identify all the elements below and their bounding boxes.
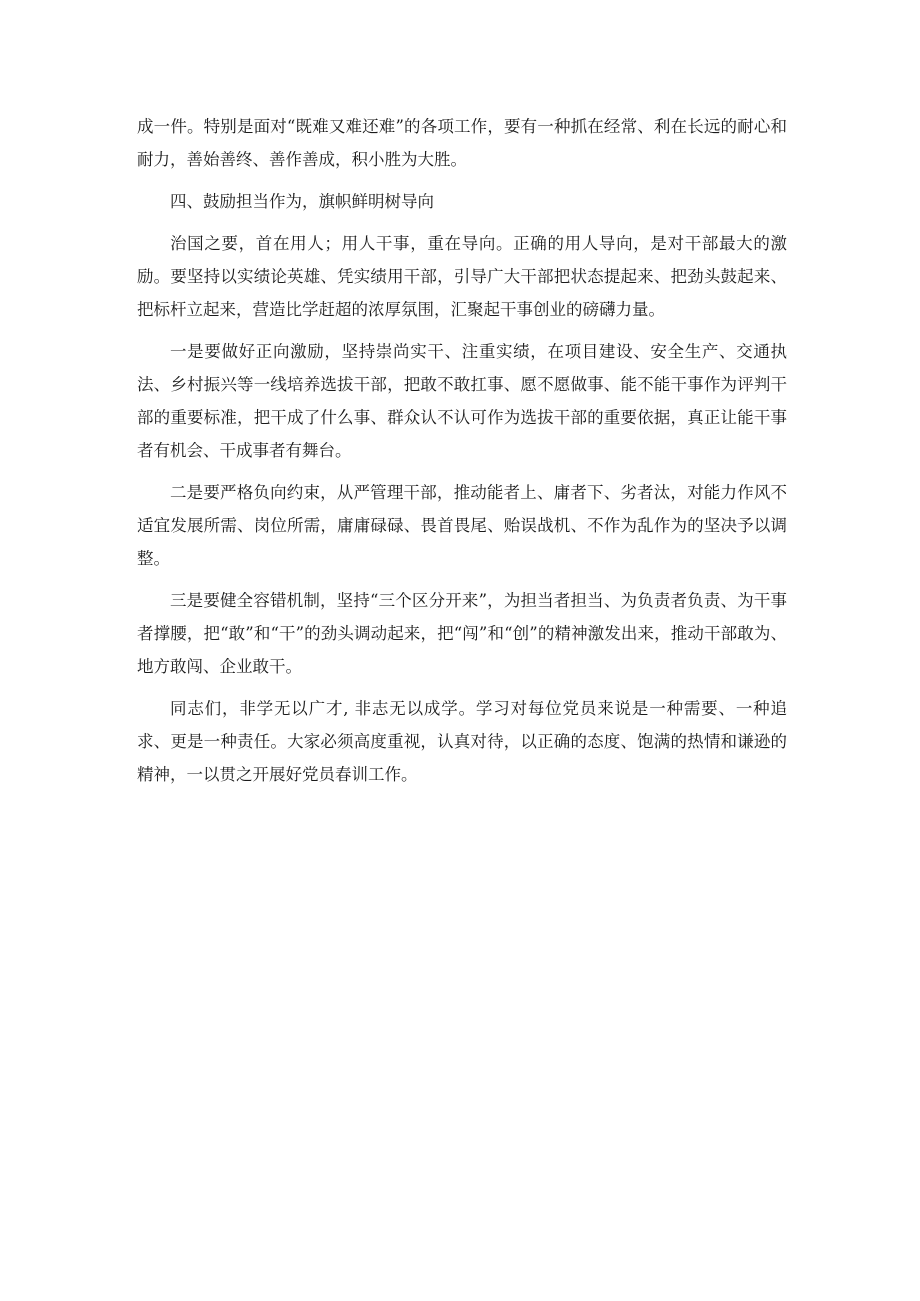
- section-heading: 四、鼓励担当作为，旗帜鲜明树导向: [170, 192, 434, 211]
- paragraph: 一是要做好正向激励，坚持崇尚实干、注重实绩，在项目建设、安全生产、交通执法、乡村振兴等一线培养选拔干部，把敢不敢扛事、愿不愿做事、能不能干事作为评判干部的重要标准，把干成了什么事、群众认不认可作为选拔干部的重要依据，真正让能干事者有机会、干成事者有舞台。: [137, 342, 787, 460]
- paragraph: 二是要严格负向约束，从严管理干部，推动能者上、庸者下、劣者汰，对能力作风不适宜发展所需、岗位所需，庸庸碌碌、畏首畏尾、贻误战机、不作为乱作为的坚决予以调整。: [137, 483, 787, 568]
- paragraph-continuation: 成一件。特别是面对“既难又难还难”的各项工作，要有一种抓在经常、利在长远的耐心和耐力，善始善终、善作善成，积小胜为大胜。: [137, 117, 787, 169]
- paragraph: 三是要健全容错机制，坚持“三个区分开来”，为担当者担当、为负责者负责、为干事者撑腰，把“敢”和“干”的劲头调动起来，把“闯”和“创”的精神激发出来，推动干部敢为、地方敢闯、企业敢干。: [137, 591, 787, 676]
- paragraph-closing: 同志们，非学无以广才, 非志无以成学。学习对每位党员来说是一种需要、一种追求、更是一种责任。大家必须高度重视，认真对待，以正确的态度、饱满的热情和谦逊的精神，一以贯之开展好党员春训工作。: [137, 699, 787, 784]
- document-body: [137, 110, 787, 800]
- paragraph: 治国之要，首在用人；用人干事，重在导向。正确的用人导向，是对干部最大的激励。要坚持以实绩论英雄、凭实绩用干部，引导广大干部把状态提起来、把劲头鼓起来、把标杆立起来，营造比学赶超的浓厚氛围，汇聚起干事创业的磅礴力量。: [137, 234, 787, 319]
